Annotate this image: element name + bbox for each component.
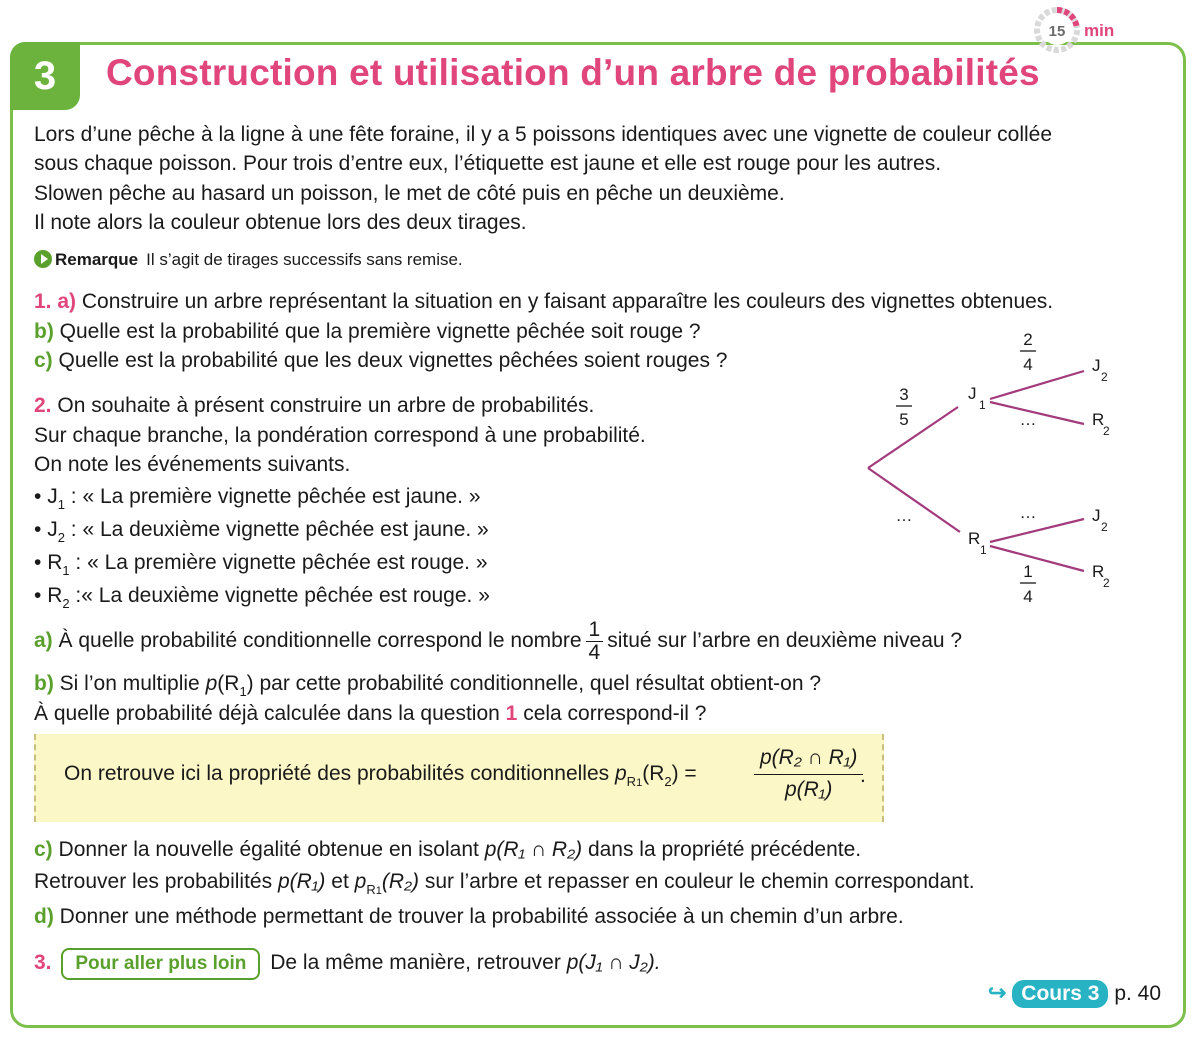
q2-c2: Retrouver les probabilités p(R₁) et $p_{R1}(R_2)$ sur l’arbre et repasser en couleur le chemin correspondant. (34, 870, 975, 897)
course-badge[interactable]: Cours 3 (1012, 980, 1108, 1008)
course-page: p. 40 (1114, 982, 1162, 1005)
play-icon (34, 250, 52, 268)
remark (34, 246, 463, 274)
q1-b-label: b) (34, 320, 54, 343)
q2-number: 2. (34, 394, 52, 417)
frac-j1-up-den: 4 (1023, 355, 1033, 374)
property-fraction: $\frac{\text{p(R₂ ∩ R₁)}}{\text{p(R₁)}}$ (754, 744, 863, 805)
remark-label: Remarque (55, 250, 139, 269)
timer-unit: min (1084, 21, 1115, 40)
branch-j1-r2 (990, 402, 1084, 424)
event-j1: • $J_1$ : « La première vignette pêchée est jaune. » (34, 485, 481, 512)
svg-text:2: 2 (1101, 370, 1108, 384)
q2-d: d) Donner une méthode permettant de trouver la probabilité associée à un chemin d’un arbre. (34, 905, 904, 928)
intro-line-2: sous chaque poisson. Pour trois d’entre eux, l’étiquette est jaune et elle est rouge pour les autres. (34, 152, 942, 175)
exercise-title: Construction et utilisation d’un arbre de probabilités (106, 52, 1040, 93)
q1-c-label: c) (34, 349, 53, 372)
node-r1-index: 1 (980, 543, 987, 557)
q2-d-label: d) (34, 905, 54, 928)
q1-c-text: Quelle est la probabilité que les deux vignettes pêchées soient rouges ? (58, 349, 728, 372)
q1-b-text: Quelle est la probabilité que la première vignette pêchée soit rouge ? (59, 320, 701, 343)
frac-root-top-den: 5 (899, 410, 909, 429)
intro-line-4: Il note alors la couleur obtenue lors des deux tirages. (34, 211, 527, 234)
label-j1-down: … (1019, 410, 1037, 429)
event-r2: • $R_2$ :« La deuxième vignette pêchée est rouge. » (34, 584, 490, 611)
exercise-number: 3 (10, 42, 80, 110)
frac-r1-down-den: 4 (1023, 587, 1033, 606)
q2-b2: À quelle probabilité déjà calculée dans la question 1 cela correspond-il ? (34, 702, 707, 725)
event-r1: • $R_1$ : « La première vignette pêchée est rouge. » (34, 551, 488, 578)
q2-line-2: Sur chaque branche, la pondération correspond à une probabilité. (34, 424, 646, 447)
q2-line-1-text: On souhaite à présent construire un arbre de probabilités. (57, 394, 595, 417)
q3-number: 3. (34, 951, 52, 974)
intro-line-3: Slowen pêche au hasard un poisson, le met de côté puis en pêche un deuxième. (34, 182, 785, 205)
q2-a: a) À quelle probabilité conditionnelle correspond le nombre $\frac{1}{4}$ situé sur l’arbre en deuxième niveau ? (34, 617, 963, 664)
svg-text:2: 2 (1103, 576, 1110, 590)
q1-b (34, 318, 701, 346)
leaf-r2-bottom: R (1092, 562, 1105, 581)
label-root-bottom: … (895, 506, 913, 525)
branch-root-r1 (868, 468, 960, 532)
node-j1-index: 1 (979, 398, 986, 412)
branch-root-j1 (868, 407, 958, 468)
timer-icon (1033, 6, 1081, 54)
node-j1: J (968, 384, 977, 403)
node-r1: R (968, 529, 981, 548)
q1-a-label: a) (57, 290, 77, 313)
q2-c-label: c) (34, 838, 53, 861)
go-further-button[interactable]: Pour aller plus loin (61, 948, 260, 980)
label-r1-up: … (1019, 503, 1037, 522)
remark-text: Il s’agit de tirages successifs sans remise. (146, 250, 463, 269)
q1-c (34, 347, 727, 375)
q2-b-label: b) (34, 672, 54, 695)
q2-a-label: a) (34, 629, 53, 652)
q1-number: 1. (34, 290, 52, 313)
frac-root-top-num: 3 (899, 385, 909, 404)
probability-tree (856, 325, 1126, 615)
q1-a (34, 288, 1053, 316)
timer-value: 15 (1048, 23, 1066, 40)
frac-r1-down-num: 1 (1023, 562, 1033, 581)
svg-text:2: 2 (1103, 424, 1110, 438)
q1-a-text: Construire un arbre représentant la situation en y faisant apparaître les couleurs des vignettes obtenues. (81, 290, 1054, 313)
fraction-one-quarter: $\frac{1}{4}$ (586, 619, 604, 664)
branch-r1-r2 (990, 546, 1084, 571)
property-box (34, 734, 884, 822)
branch-r1-j2 (990, 519, 1084, 542)
arrow-icon: ↪ (988, 980, 1007, 1005)
svg-text:2: 2 (1101, 520, 1108, 534)
q2-c: c) Donner la nouvelle égalité obtenue en isolant p(R₁ ∩ R₂) dans la propriété précédente. (34, 838, 862, 861)
q2-line-1 (34, 392, 594, 420)
leaf-j2-top: J (1092, 356, 1101, 375)
q2-b: b) Si l’on multiplie $p(R_1)$ par cette probabilité conditionnelle, quel résultat obtient-on ? (34, 672, 822, 699)
leaf-r2-top: R (1092, 410, 1105, 429)
course-reference[interactable] (988, 980, 1161, 1008)
q3: 3. Pour aller plus loin De la même manière, retrouver p(J₁ ∩ J₂). (34, 948, 661, 980)
intro-line-1: Lors d’une pêche à la ligne à une fête foraine, il y a 5 poissons identiques avec une vignette de couleur collée (34, 123, 1053, 146)
leaf-j2-bottom: J (1092, 506, 1101, 525)
property-period: . (860, 764, 866, 787)
property-text: On retrouve ici la propriété des probabilités conditionnelles $p_{R1}(R_2)$ = (64, 762, 697, 789)
q2-line-3: On note les événements suivants. (34, 453, 351, 476)
branch-j1-j2 (990, 371, 1084, 399)
frac-j1-up-num: 2 (1023, 330, 1033, 349)
event-j2: • $J_2$ : « La deuxième vignette pêchée est jaune. » (34, 518, 489, 545)
